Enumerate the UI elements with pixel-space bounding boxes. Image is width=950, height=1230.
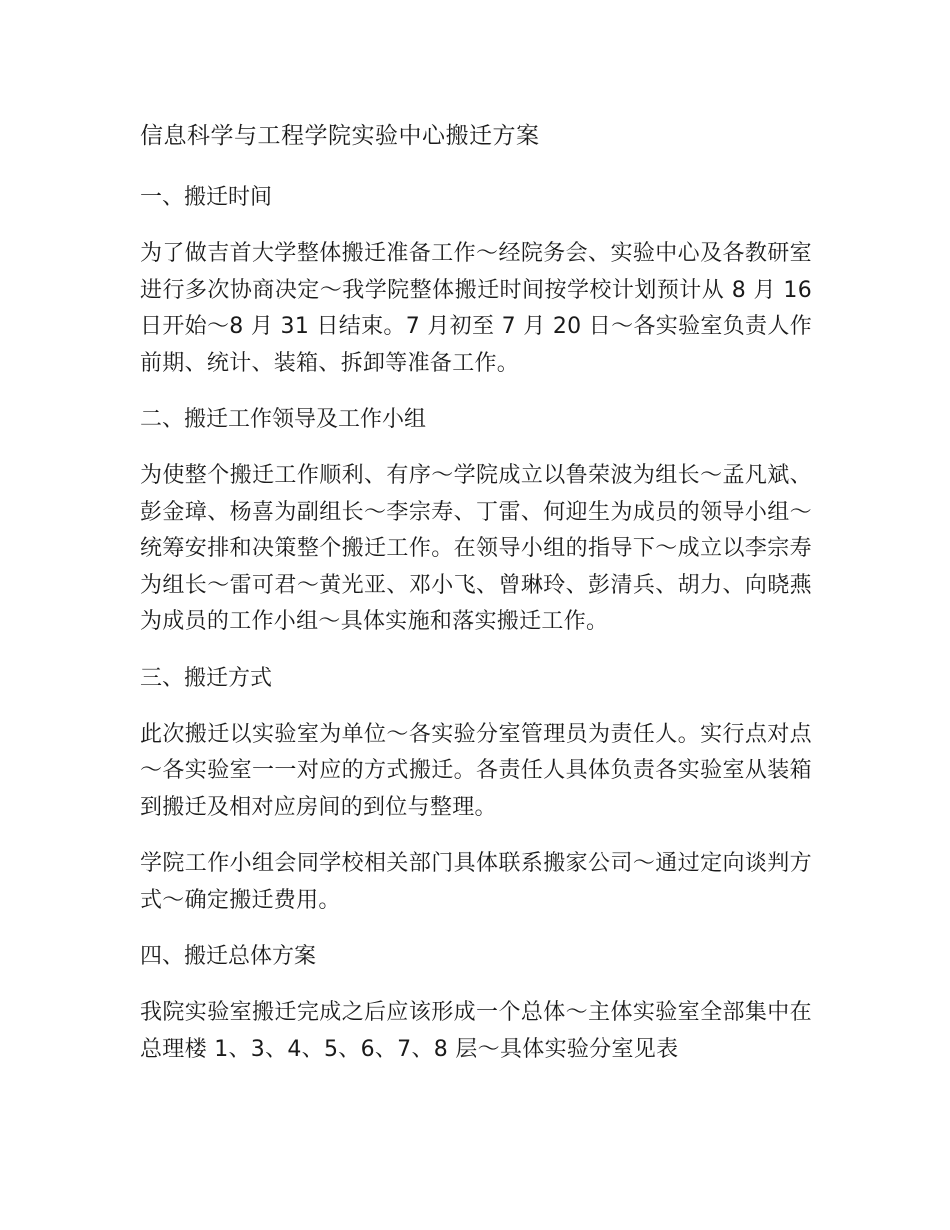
document-title: 信息科学与工程学院实验中心搬迁方案 <box>140 123 540 149</box>
section-heading-4: 四、搬迁总体方案 <box>140 944 317 969</box>
section-heading-2: 二、搬迁工作领导及工作小组 <box>140 407 427 432</box>
section-2-paragraph-1: 为使整个搬迁工作顺利、有序～学院成立以鲁荣波为组长～孟凡斌、彭金璋、杨喜为副组长～李宗寿、丁雷、何迎生为成员的领导小组～统筹安排和决策整个搬迁工作。在领导小组的指导下～成立以李宗寿为组长～雷可君～黄光亚、邓小飞、曾琳玲、彭清兵、胡力、向晓燕为成员的工作小组～具体实施和落实搬迁工作。 <box>140 463 812 634</box>
section-3-paragraph-2: 学院工作小组会同学校相关部门具体联系搬家公司～通过定向谈判方式～确定搬迁费用。 <box>140 851 812 913</box>
section-heading-3: 三、搬迁方式 <box>140 665 273 691</box>
document-page <box>140 118 812 1088</box>
section-3-paragraph-1: 此次搬迁以实验室为单位～各实验分室管理员为责任人。实行点对点～各实验室一一对应的方式搬迁。各责任人具体负责各实验室从装箱到搬迁及相对应房间的到位与整理。 <box>140 721 812 820</box>
section-4-paragraph-1: 我院实验室搬迁完成之后应该形成一个总体～主体实验室全部集中在总理楼 1、3、4、5、6、7、8 层～具体实验分室见表 <box>140 1000 812 1062</box>
section-heading-1: 一、搬迁时间 <box>140 185 273 210</box>
section-1-paragraph-1: 为了做吉首大学整体搬迁准备工作～经院务会、实验中心及各教研室进行多次协商决定～我学院整体搬迁时间按学校计划预计从 8 月 16 日开始～8 月 31 日结束。7 月初至 7 月 20 日～各实验室负责人作前期、统计、装箱、拆卸等准备工作。 <box>140 241 812 376</box>
